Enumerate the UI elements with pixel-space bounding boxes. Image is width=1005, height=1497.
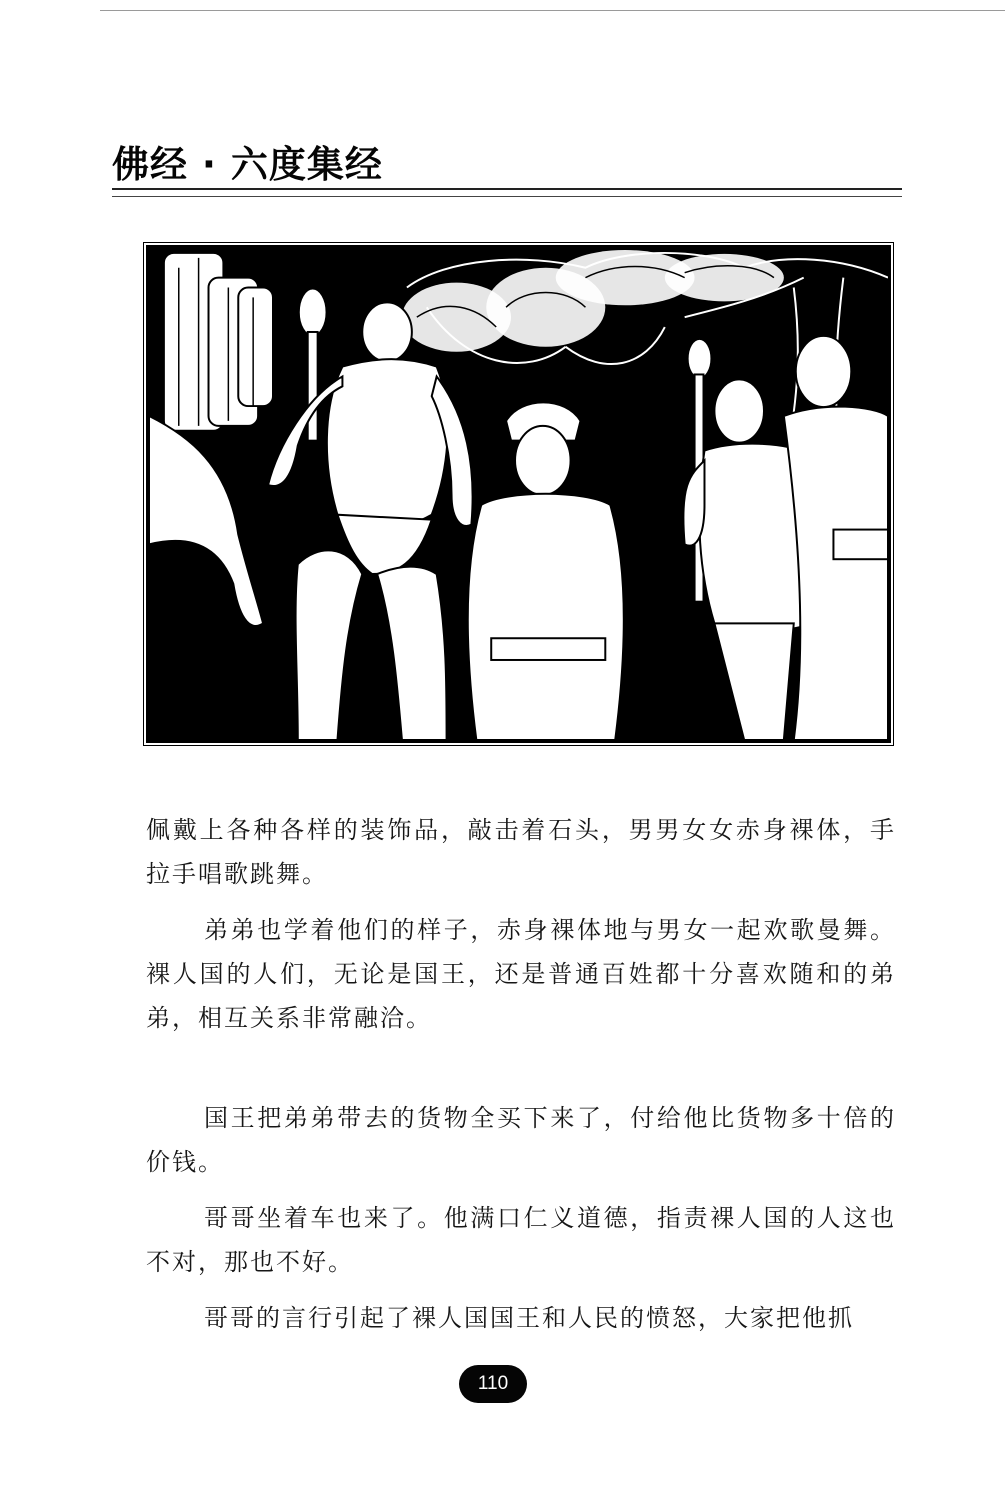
top-edge-rule [100, 10, 1005, 11]
story-illustration [146, 245, 891, 743]
paragraph-2: 弟弟也学着他们的样子，赤身裸体地与男女一起欢歌曼舞。裸人国的人们，无论是国王，还是普通百姓都十分喜欢随和的弟弟，相互关系非常融洽。 [146, 916, 896, 1032]
page-header-title: 佛经 · 六度集经 [112, 143, 383, 186]
page-number-badge: 110 [459, 1365, 527, 1403]
paragraph-5: 哥哥的言行引起了裸人国国王和人民的愤怒，大家把他抓 [204, 1304, 854, 1332]
illustration-drawing [149, 248, 888, 740]
header-rule [112, 188, 902, 190]
paragraph-3: 国王把弟弟带去的货物全买下来了，付给他比货物多十倍的价钱。 [146, 1104, 896, 1176]
header-rule-secondary [112, 196, 902, 197]
paragraph-4: 哥哥坐着车也来了。他满口仁义道德，指责裸人国的人这也不对，那也不好。 [146, 1204, 896, 1276]
body-text [146, 808, 896, 1340]
paragraph-1: 佩戴上各种各样的装饰品，敲击着石头，男男女女赤身裸体，手拉手唱歌跳舞。 [146, 816, 896, 888]
